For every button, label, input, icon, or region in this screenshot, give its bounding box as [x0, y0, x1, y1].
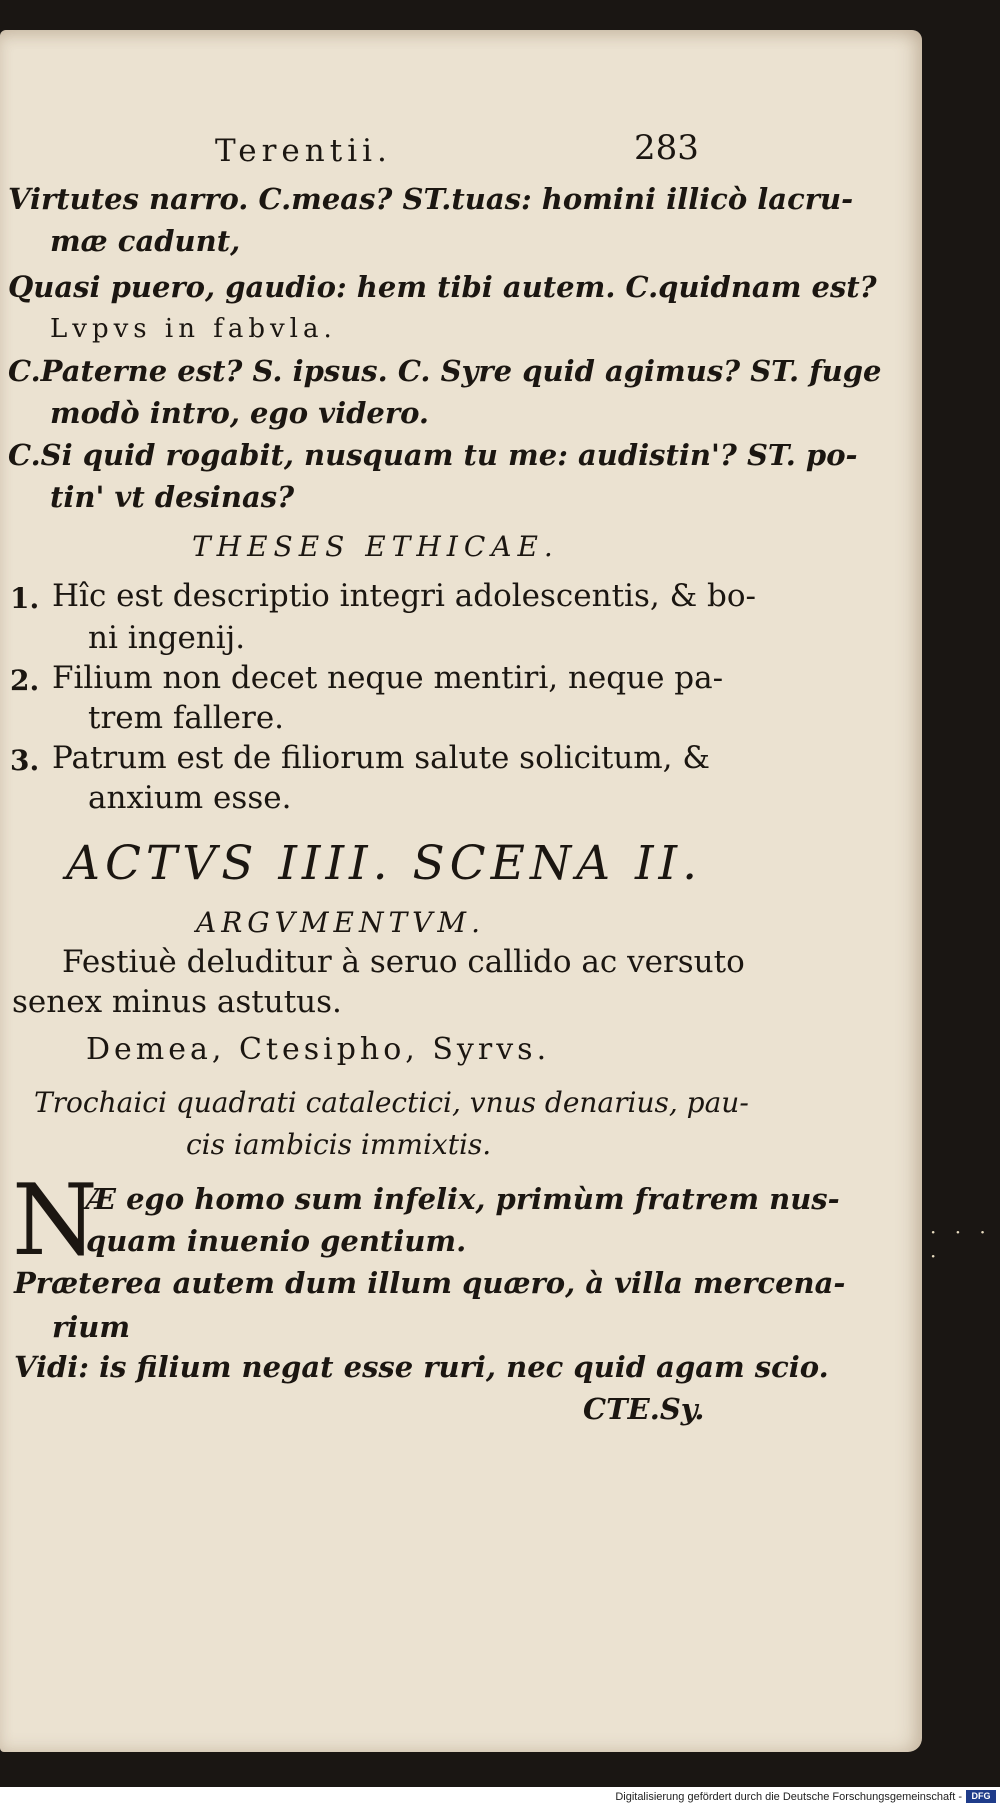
footer-credit: Digitalisierung gefördert durch die Deutsche Forschungsgemeinschaft -	[615, 1791, 962, 1803]
thesis-line: anxium esse.	[88, 780, 292, 816]
verse-line: tin' vt desinas?	[50, 480, 295, 514]
thesis-number: 1.	[10, 582, 40, 615]
verse-line: Æ ego homo sum infelix, primùm fratrem nus-	[86, 1182, 840, 1216]
thesis-line: trem fallere.	[88, 700, 285, 736]
verse-line: quam inuenio gentium.	[86, 1224, 467, 1258]
verse-line: C.Paterne est? S. ipsus. C. Syre quid agimus? ST. fuge	[8, 354, 882, 388]
drop-cap: N	[12, 1164, 98, 1278]
thesis-line: ni ingenij.	[88, 620, 246, 656]
stage-direction: Lvpvs in fabvla.	[50, 314, 337, 344]
argumentum-line: Festiuè deluditur à seruo callido ac versuto	[62, 944, 745, 980]
verse-line: Quasi puero, gaudio: hem tibi autem. C.quidnam est?	[8, 270, 877, 304]
verse-line: mæ cadunt,	[50, 224, 241, 258]
catchword: CTE.Sy.	[583, 1392, 705, 1426]
act-title: ACTVS IIII. SCENA II.	[66, 836, 703, 891]
edge-marks: · · · ·	[930, 1220, 992, 1268]
thesis-line: Hîc est descriptio integri adolescentis, & bo-	[52, 578, 757, 614]
personae: Demea, Ctesipho, Syrvs.	[86, 1032, 551, 1067]
page-number: 283	[634, 128, 699, 168]
meter-note: Trochaici quadrati catalectici, vnus denarius, pau-	[34, 1086, 749, 1119]
thesis-line: Patrum est de filiorum salute solicitum, &	[52, 740, 710, 776]
verse-line: Vidi: is filium negat esse ruri, nec quid agam scio.	[14, 1350, 829, 1384]
meter-note: cis iambicis immixtis.	[186, 1128, 492, 1161]
verse-line: Virtutes narro. C.meas? ST.tuas: homini illicò lacru-	[8, 182, 854, 216]
verse-line: rium	[52, 1310, 131, 1344]
verse-line: C.Si quid rogabit, nusquam tu me: audistin'? ST. po-	[8, 438, 858, 472]
thesis-line: Filium non decet neque mentiri, neque pa-	[52, 660, 724, 696]
running-title: Terentii.	[215, 133, 392, 169]
thesis-number: 3.	[10, 744, 40, 777]
verse-line: Præterea autem dum illum quæro, à villa mercena-	[14, 1266, 846, 1300]
dfg-logo: DFG	[966, 1790, 996, 1803]
verse-line: modò intro, ego videro.	[50, 396, 430, 430]
theses-title: THESES ETHICAE.	[192, 530, 559, 563]
argumentum-title: ARGVMENTVM.	[196, 906, 485, 939]
thesis-number: 2.	[10, 664, 40, 697]
argumentum-line: senex minus astutus.	[12, 984, 342, 1020]
